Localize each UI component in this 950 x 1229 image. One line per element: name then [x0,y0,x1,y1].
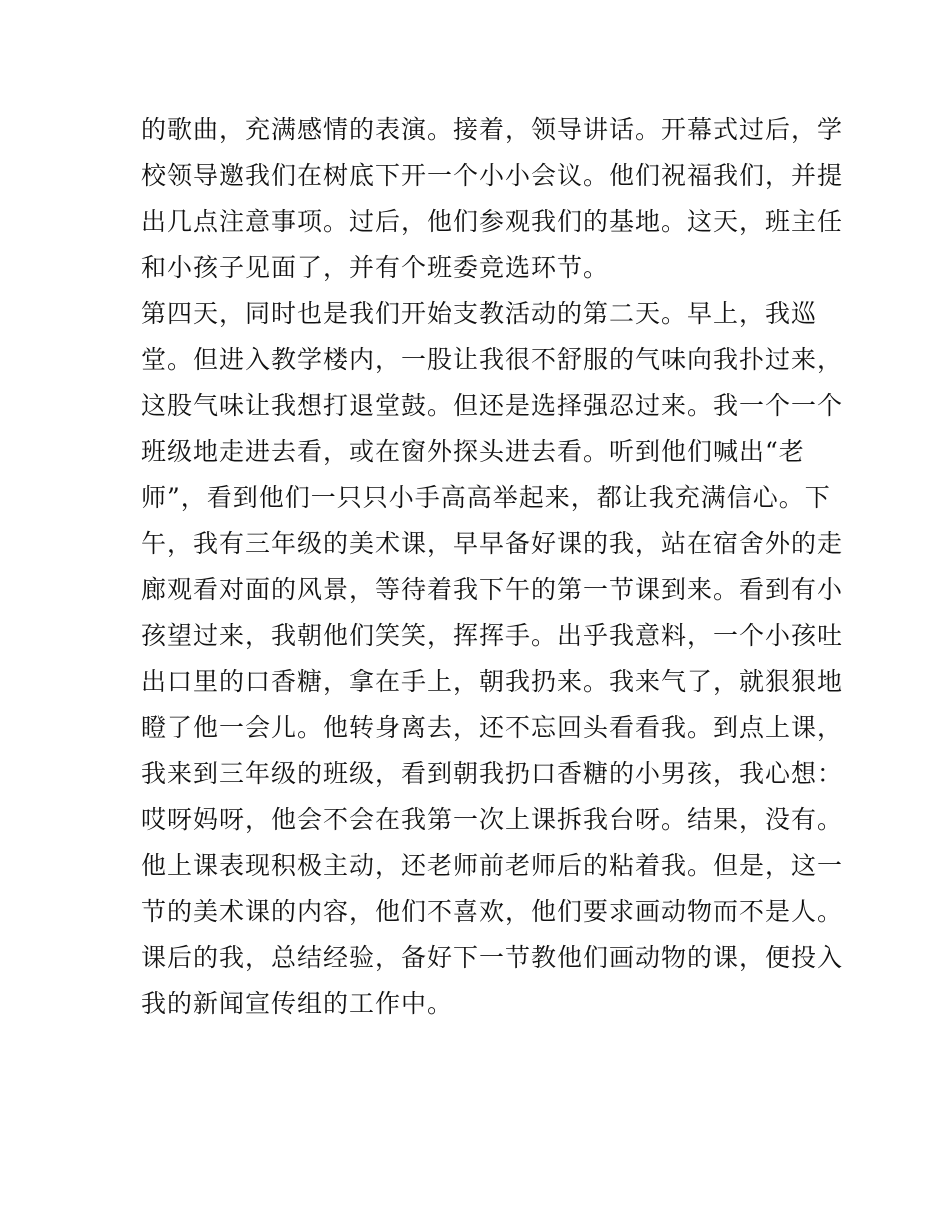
text-line: 我来到三年级的班级，看到朝我扔口香糖的小男孩，我心想： [141,759,844,788]
text-line: 的歌曲，充满感情的表演。接着，领导讲话。开幕式过后，学 [141,115,844,144]
text-line: 午，我有三年级的美术课，早早备好课的我，站在宿舍外的走 [141,529,844,558]
text-line: 瞪了他一会儿。他转身离去，还不忘回头看看我。到点上课， [141,713,844,742]
text-line: 师”，看到他们一只只小手高高举起来，都让我充满信心。下 [141,483,831,512]
text-line: 校领导邀我们在树底下开一个小小会议。他们祝福我们，并提 [141,161,844,190]
text-line: 这股气味让我想打退堂鼓。但还是选择强忍过来。我一个一个 [141,391,844,420]
text-line: 出几点注意事项。过后，他们参观我们的基地。这天，班主任 [141,207,844,236]
text-line: 廊观看对面的风景，等待着我下午的第一节课到来。看到有小 [141,575,844,604]
text-line: 他上课表现积极主动，还老师前老师后的粘着我。但是，这一 [141,851,844,880]
text-line: 课后的我，总结经验，备好下一节教他们画动物的课，便投入 [141,943,844,972]
text-line: 我的新闻宣传组的工作中。 [141,989,454,1018]
text-line: 堂。但进入教学楼内，一股让我很不舒服的气味向我扑过来， [141,345,844,374]
text-line: 和小孩子见面了，并有个班委竞选环节。 [141,253,610,282]
document-body [141,107,844,1027]
text-line: 出口里的口香糖，拿在手上，朝我扔来。我来气了，就狠狠地 [141,667,844,696]
text-line: 哎呀妈呀，他会不会在我第一次上课拆我台呀。结果，没有。 [141,805,844,834]
text-line: 班级地走进去看，或在窗外探头进去看。听到他们喊出“老 [141,437,805,466]
text-line: 孩望过来，我朝他们笑笑，挥挥手。出乎我意料，一个小孩吐 [141,621,844,650]
text-line: 节的美术课的内容，他们不喜欢，他们要求画动物而不是人。 [141,897,844,926]
text-line: 第四天，同时也是我们开始支教活动的第二天。早上，我巡 [141,299,818,328]
